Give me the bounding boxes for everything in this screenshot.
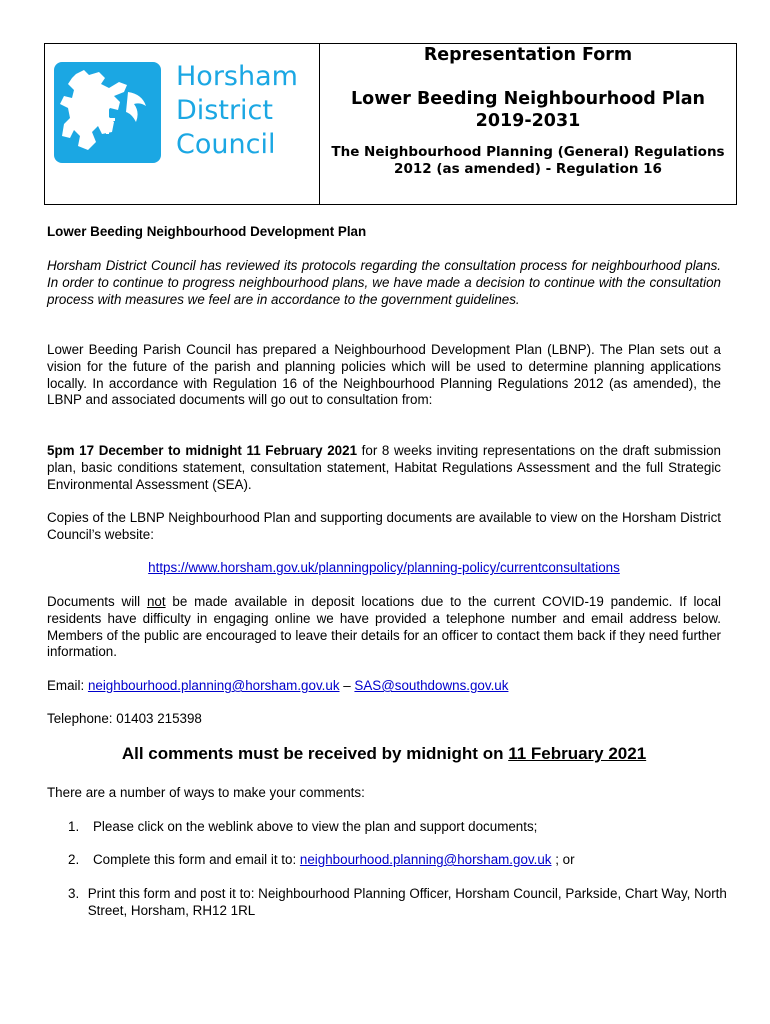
- plan-paragraph: Lower Beeding Parish Council has prepared a Neighbourhood Development Plan (LBNP). The Plan sets out a vision for the future of the parish and planning policies which will be used to determine planning applications locally. In accordance with Regulation 16 of the Neighbourhood Planning Regulations 2012 (as amended), the LBNP and associated documents will go out to consultation from:: [47, 342, 721, 408]
- lion-crest-icon: [54, 62, 161, 163]
- document-heading: Lower Beeding Neighbourhood Development Plan: [47, 224, 367, 239]
- logo-line: District: [176, 95, 273, 126]
- list-text-a: Complete this form and email it to:: [93, 852, 300, 867]
- regulation-text: The Neighbourhood Planning (General) Regulations 2012 (as amended) - Regulation 16: [331, 144, 725, 177]
- list-item: [68, 885, 728, 919]
- copies-paragraph: Copies of the LBNP Neighbourhood Plan and supporting documents are available to view on the Horsham District Council’s website:: [47, 510, 721, 542]
- documents-paragraph: [47, 594, 721, 661]
- list-text: Please click on the weblink above to view the plan and support documents;: [93, 819, 538, 834]
- deadline-date: 11 February 2021: [508, 744, 647, 763]
- header-box: [44, 43, 737, 205]
- list-item: [68, 818, 728, 835]
- logo-line: Council: [176, 129, 276, 160]
- email-label: Email:: [47, 678, 88, 693]
- list-number: 3.: [68, 886, 80, 901]
- email-separator: –: [339, 678, 355, 693]
- list-text: Print this form and post it to: Neighbourhood Planning Officer, Horsham Council, Parkside, Chart Way, North Street, Horsham, RH12 1RL: [87, 886, 727, 918]
- plan-title: Lower Beeding Neighbourhood Plan 2019-2031: [351, 89, 705, 131]
- email-link-horsham[interactable]: neighbourhood.planning@horsham.gov.uk: [87, 678, 340, 693]
- email-link-form[interactable]: neighbourhood.planning@horsham.gov.uk: [299, 852, 552, 867]
- logo-line: Horsham: [176, 61, 298, 92]
- email-line: [47, 678, 721, 695]
- title-cell: [320, 44, 736, 204]
- list-text-b: ; or: [551, 852, 575, 867]
- logo-cell: [45, 44, 320, 204]
- docs-text-rest: be made available in deposit locations due to the current COVID-19 pandemic. If local residents have difficulty in engaging online we have provided a telephone number and email address below. Members of the public are encouraged to leave their details for an officer to contact them back if they need further information.: [47, 594, 721, 660]
- intro-paragraph: Horsham District Council has reviewed its protocols regarding the consultation process for neighbourhood plans. In order to continue to progress neighbourhood plans, we have made a decision to continue with the consultation process with measures we feel are in accordance to the government guidelines.: [47, 258, 721, 307]
- form-title: Representation Form: [423, 45, 633, 65]
- dates-rest: for 8 weeks inviting representations on the draft submission plan, basic conditions statement, consultation statement, Habitat Regulations Assessment and the full Strategic Environmental Assessment (SEA).: [47, 443, 721, 492]
- council-logo-text: [176, 60, 298, 162]
- docs-text: Documents will: [47, 594, 147, 609]
- list-number: 1.: [68, 819, 80, 834]
- telephone-line: Telephone: 01403 215398: [47, 711, 202, 726]
- website-link[interactable]: https://www.horsham.gov.uk/planningpolicy/planning-policy/currentconsultations: [148, 560, 620, 575]
- dates-paragraph: [47, 443, 721, 493]
- not-emphasis: not: [146, 594, 166, 609]
- consultation-dates: 5pm 17 December to midnight 11 February 2021: [47, 443, 358, 458]
- list-item: [68, 851, 728, 868]
- ways-intro: There are a number of ways to make your comments:: [47, 785, 365, 800]
- deadline-heading: [47, 746, 721, 763]
- deadline-text: All comments must be received by midnight on: [121, 744, 509, 763]
- list-number: 2.: [68, 852, 80, 867]
- website-line: [47, 560, 721, 577]
- list-text: [93, 851, 575, 868]
- email-link-southdowns[interactable]: SAS@southdowns.gov.uk: [354, 678, 509, 693]
